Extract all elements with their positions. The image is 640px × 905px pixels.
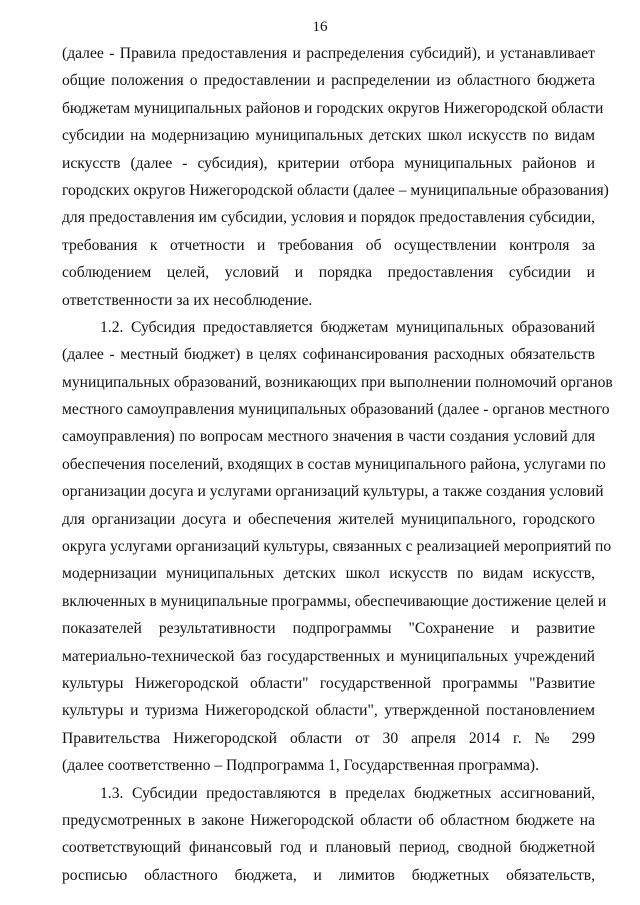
text-line: муниципальных образований, возникающих при выполнении полномочий органов [62, 373, 613, 391]
text-line: ответственности за их несоблюдение. [62, 291, 313, 309]
text-line: материально-технической баз государственных и муниципальных учреждений [62, 647, 595, 665]
text-line: для организации досуга и обеспечения жителей муниципального, городского [62, 510, 595, 528]
text-line: местного самоуправления муниципальных образований (далее - органов местного [62, 401, 610, 419]
text-line: округа услугами организаций культуры, связанных с реализацией мероприятий по [62, 538, 612, 556]
text-line: обеспечения поселений, входящих в состав муниципального района, услугами по [62, 455, 606, 473]
text-line: бюджетам муниципальных районов и городских округов Нижегородской области [62, 99, 604, 117]
text-line: (далее соответственно – Подпрограмма 1, Государственная программа). [62, 757, 539, 775]
page-number: 16 [312, 19, 328, 35]
text-line: росписью областного бюджета, и лимитов бюджетных обязательств, [62, 866, 595, 884]
text-line: субсидии на модернизацию муниципальных детских школ искусств по видам [62, 127, 595, 145]
text-line: требования к отчетности и требования об осуществлении контроля за [62, 236, 595, 254]
text-line: Правительства Нижегородской области от 30 апреля 2014 г. № 299 [62, 729, 595, 747]
text-line: (далее - Правила предоставления и распределения субсидий), и устанавливает [62, 45, 595, 62]
text-line: культуры и туризма Нижегородской области", утвержденной постановлением [62, 702, 595, 720]
text-line: включенных в муниципальные программы, обеспечивающие достижение целей и [62, 592, 607, 610]
text-line: 1.2. Субсидия предоставляется бюджетам муниципальных образований [100, 318, 595, 336]
text-line: (далее - местный бюджет) в целях софинансирования расходных обязательств [62, 346, 595, 364]
text-line: самоуправления) по вопросам местного значения в части создания условий для [62, 428, 595, 446]
text-line: 1.3. Субсидии предоставляются в пределах бюджетных ассигнований, [100, 784, 595, 802]
text-line: культуры Нижегородской области" государственной программы "Развитие [62, 674, 595, 692]
text-line: искусств (далее - субсидия), критерии отбора муниципальных районов и [62, 154, 595, 172]
text-line: соблюдением целей, условий и порядка предоставления субсидии и [62, 264, 595, 282]
text-line: общие положения о предоставлении и распределении из областного бюджета [62, 72, 595, 90]
text-line: модернизации муниципальных детских школ искусств по видам искусств, [62, 565, 595, 583]
text-line: городских округов Нижегородской области (далее – муниципальные образования) [62, 181, 609, 199]
text-line: соответствующий финансовый год и плановый период, сводной бюджетной [62, 839, 595, 857]
text-line: организации досуга и услугами организаций культуры, а также создания условий [62, 483, 604, 501]
text-line: предусмотренных в законе Нижегородской области об областном бюджете на [62, 811, 595, 829]
document-body [62, 40, 613, 889]
text-line: показателей результативности подпрограммы "Сохранение и развитие [62, 620, 595, 638]
text-line: для предоставления им субсидии, условия и порядок предоставления субсидии, [62, 209, 595, 227]
